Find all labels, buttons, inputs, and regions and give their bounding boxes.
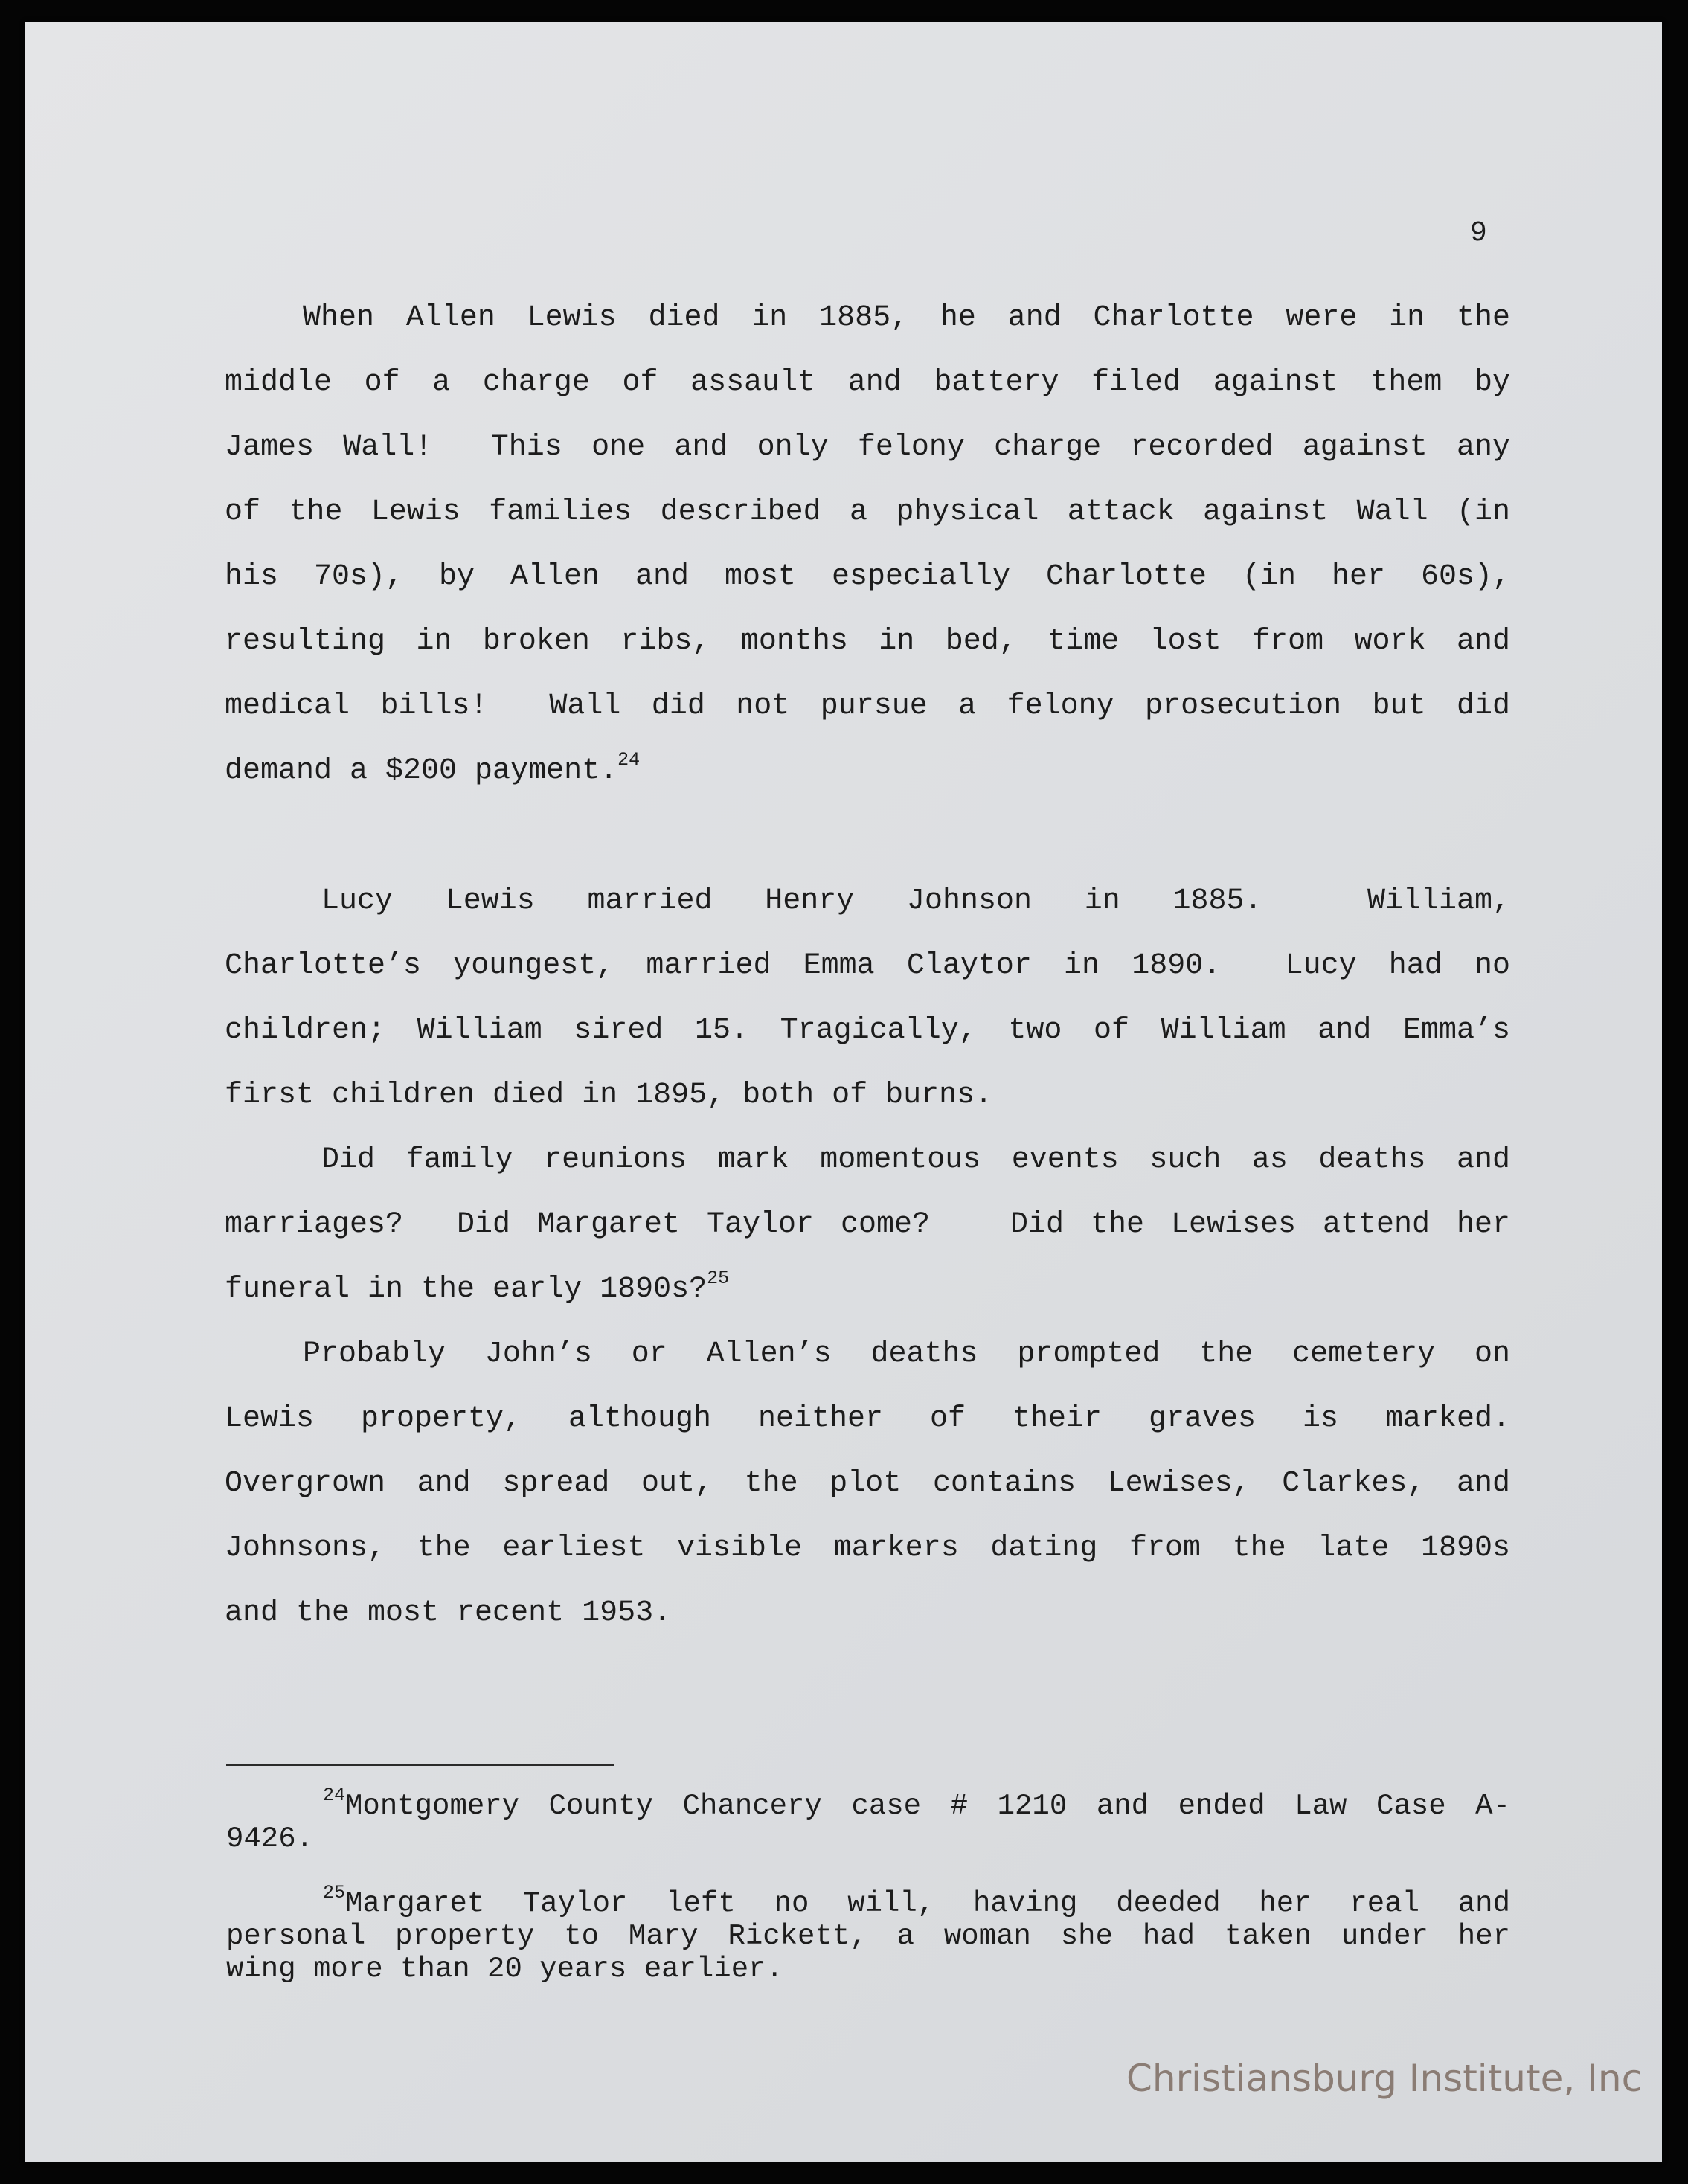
paragraph-line: Lewis property, although neither of their graves is marked. bbox=[225, 1402, 1510, 1436]
footnote-line: personal property to Mary Rickett, a woman she had taken under her bbox=[226, 1920, 1510, 1953]
footnote-line-text: Margaret Taylor left no will, having deeded her real and bbox=[345, 1887, 1510, 1920]
paragraph-line: resulting in broken ribs, months in bed, time lost from work and bbox=[225, 625, 1510, 658]
footnote-line: wing more than 20 years earlier. bbox=[226, 1953, 783, 1985]
paragraph-line: children; William sired 15. Tragically, two of William and Emma’s bbox=[225, 1014, 1510, 1047]
paragraph-line: first children died in 1895, both of burns. bbox=[225, 1079, 993, 1112]
footnote-line bbox=[323, 1785, 1510, 1822]
paragraph-line: and the most recent 1953. bbox=[225, 1596, 672, 1630]
paragraph-line: Did family reunions mark momentous events such as deaths and bbox=[321, 1143, 1510, 1177]
paragraph-line: Probably John’s or Allen’s deaths prompted the cemetery on bbox=[303, 1337, 1510, 1371]
paragraph-line: When Allen Lewis died in 1885, he and Charlotte were in the bbox=[303, 301, 1510, 335]
paragraph-line: marriages? Did Margaret Taylor come? Did the Lewises attend her bbox=[225, 1208, 1510, 1242]
footnote-line: 9426. bbox=[226, 1822, 314, 1855]
footnote-number: 24 bbox=[323, 1785, 346, 1806]
paragraph-line: middle of a charge of assault and battery filed against them by bbox=[225, 366, 1510, 399]
paragraph-line: Overgrown and spread out, the plot contains Lewises, Clarkes, and bbox=[225, 1467, 1510, 1500]
paragraph-line: James Wall! This one and only felony charge recorded against any bbox=[225, 431, 1510, 464]
paragraph-line-text: demand a $200 payment. bbox=[225, 754, 618, 788]
footnote-line bbox=[323, 1882, 1510, 1920]
paragraph-line bbox=[225, 1268, 1510, 1308]
paragraph-line: of the Lewis families described a physical attack against Wall (in bbox=[225, 495, 1510, 529]
footnote-reference: 24 bbox=[617, 749, 641, 771]
footnote-separator bbox=[226, 1764, 614, 1766]
paragraph-line: Charlotte’s youngest, married Emma Claytor in 1890. Lucy had no bbox=[225, 949, 1510, 983]
footnote-number: 25 bbox=[323, 1882, 346, 1904]
paragraph-line: his 70s), by Allen and most especially Charlotte (in her 60s), bbox=[225, 560, 1510, 594]
paragraph-line: medical bills! Wall did not pursue a felony prosecution but did bbox=[225, 690, 1510, 723]
footnote-line-text: Montgomery County Chancery case # 1210 and ended Law Case A- bbox=[345, 1790, 1510, 1822]
watermark: Christiansburg Institute, Inc bbox=[1126, 2057, 1643, 2100]
paragraph-line-text: funeral in the early 1890s? bbox=[225, 1273, 707, 1306]
page-number: 9 bbox=[1470, 217, 1487, 249]
paragraph-line bbox=[225, 749, 1510, 789]
footnote-reference: 25 bbox=[707, 1268, 730, 1289]
paragraph-line: Johnsons, the earliest visible markers dating from the late 1890s bbox=[225, 1532, 1510, 1565]
document-page bbox=[25, 22, 1662, 2162]
paragraph-line: Lucy Lewis married Henry Johnson in 1885. William, bbox=[321, 884, 1510, 918]
